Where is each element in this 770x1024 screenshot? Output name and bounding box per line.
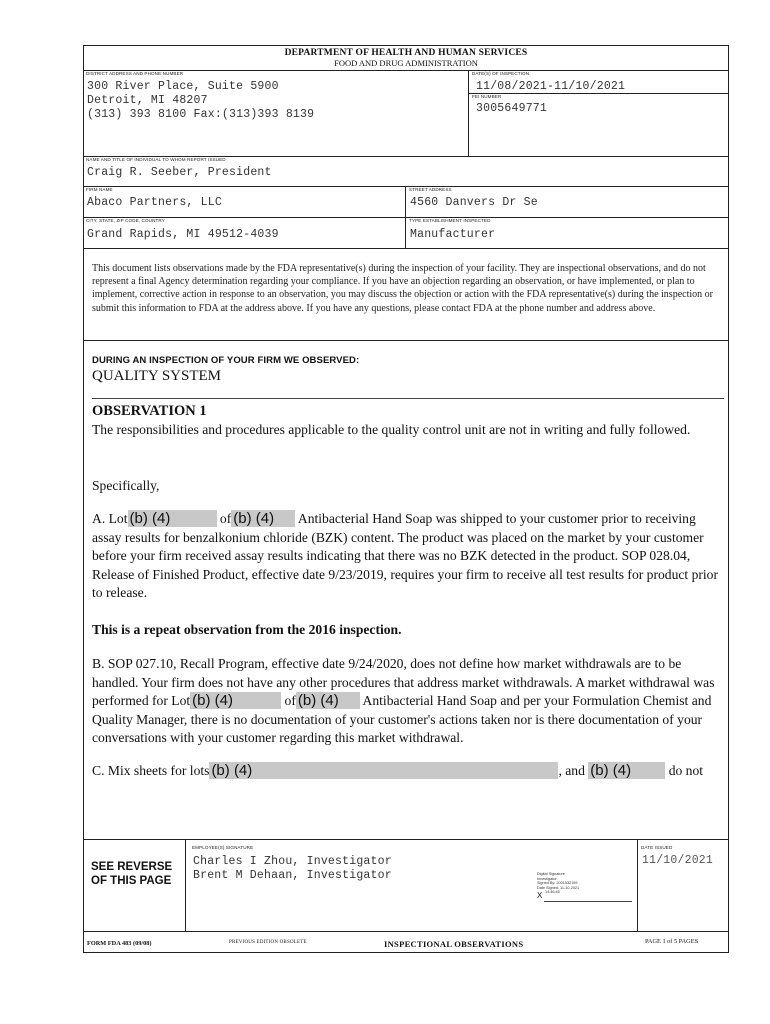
redaction-box: (b) (4)	[231, 510, 295, 527]
agency-heading: FOOD AND DRUG ADMINISTRATION	[334, 58, 478, 68]
street-address-label: STREET ADDRESS	[409, 187, 452, 192]
redaction-box: (b) (4)	[296, 692, 360, 709]
redaction-box: (b) (4)	[190, 692, 281, 709]
district-address-line2: Detroit, MI 48207	[87, 94, 208, 107]
individual-value: Craig R. Seeber, President	[87, 166, 272, 179]
establishment-label: TYPE ESTABLISHMENT INSPECTED	[409, 218, 491, 223]
fei-value: 3005649771	[476, 102, 548, 115]
see-reverse-line1: SEE REVERSE	[91, 861, 173, 873]
observation-intro: The responsibilities and procedures applicable to the quality control unit are not in writing and fully followed.	[92, 422, 691, 437]
street-address-value: 4560 Danvers Dr Se	[410, 196, 538, 209]
department-heading: DEPARTMENT OF HEALTH AND HUMAN SERVICES	[284, 48, 528, 58]
establishment-value: Manufacturer	[410, 228, 496, 241]
previous-edition: PREVIOUS EDITION OBSOLETE	[229, 940, 307, 945]
city-value: Grand Rapids, MI 49512-4039	[87, 228, 279, 241]
finding-c-end: do not	[668, 763, 704, 778]
finding-c-start: C. Mix sheets for lots	[92, 763, 210, 778]
form-number: FORM FDA 483 (09/08)	[87, 940, 152, 947]
page-number: PAGE 1 of 5 PAGES	[645, 938, 699, 945]
signature-line	[544, 901, 632, 902]
observation-title: OBSERVATION 1	[92, 403, 207, 419]
finding-b	[92, 655, 726, 748]
district-address-line1: 300 River Place, Suite 5900	[87, 80, 279, 93]
sig-stamp-line: Investigator	[537, 876, 557, 881]
form-title: INSPECTIONAL OBSERVATIONS	[384, 939, 524, 949]
finding-b-text: Antibacterial Hand Soap and per your Formulation Chemist and Quality Manager, there is no documentation of your customer's actions taken nor is there documentation of your conversations with your customer regarding this market withdrawal.	[92, 693, 712, 746]
finding-b-of: of	[284, 693, 296, 709]
finding-a-start: A. Lot	[92, 511, 128, 526]
individual-label: NAME AND TITLE OF INDIVIDUAL TO WHOM REPORT ISSUED	[86, 157, 226, 162]
finding-c	[92, 762, 726, 781]
redaction-box: (b) (4)	[209, 762, 558, 779]
inspection-dates-label: DATE(S) OF INSPECTION	[472, 71, 530, 76]
fda-483-form	[83, 45, 729, 953]
finding-a	[92, 510, 726, 603]
repeat-observation-note: This is a repeat observation from the 2016 inspection.	[92, 622, 402, 637]
finding-a-of: of	[219, 511, 232, 526]
district-label: DISTRICT ADDRESS AND PHONE NUMBER	[86, 71, 184, 76]
redaction-box: (b) (4)	[588, 762, 665, 779]
fei-label: FEI NUMBER	[472, 94, 502, 99]
notice-paragraph: This document lists observations made by the FDA representative(s) during the inspection of your facility. They are inspectional observations, and do not represent a final Agency determination regarding your compliance. If you have an objection regarding an observation, or have implemented, or plan to implement, corrective action in response to an observation, you may discuss the objection or action with the FDA representative(s) during the inspection or submit this information to FDA at the address above. If you have any questions, please contact FDA at the phone number and address above.	[92, 263, 713, 314]
sig-stamp-line: Date Signed: 11-10-2021	[537, 885, 580, 890]
signature-label: EMPLOYEE(S) SIGNATURE	[192, 845, 254, 850]
district-phone: (313) 393 8100 Fax:(313)393 8139	[87, 108, 315, 121]
signer-2: Brent M Dehaan, Investigator	[193, 869, 392, 882]
redaction-box: (b) (4)	[128, 510, 217, 527]
signer-1: Charles I Zhou, Investigator	[193, 855, 392, 868]
specifically-text: Specifically,	[92, 478, 160, 493]
sig-stamp-line: Digital Signature	[537, 872, 565, 876]
date-issued-value: 11/10/2021	[642, 854, 714, 867]
quality-system-heading: QUALITY SYSTEM	[92, 368, 222, 384]
digital-signature-stamp	[537, 872, 633, 895]
firm-name-value: Abaco Partners, LLC	[87, 196, 222, 209]
sig-stamp-line: Signed By: 2001532159	[537, 881, 578, 886]
finding-c-and: , and	[558, 763, 585, 778]
firm-name-label: FIRM NAME	[86, 187, 113, 192]
sig-stamp-line: 14:46:45	[545, 890, 560, 895]
finding-b-start: B. SOP 027.10, Recall Program, effective date 9/24/2020, does not define how market withdrawals are to be handled. Your firm does not have any other procedures that address market withdrawals. A market withdrawal was performed for Lot	[92, 656, 715, 709]
signature-x-mark: X	[537, 891, 543, 900]
inspection-dates-value: 11/08/2021-11/10/2021	[476, 80, 626, 93]
observed-label: DURING AN INSPECTION OF YOUR FIRM WE OBSERVED:	[92, 355, 360, 366]
city-label: CITY, STATE, ZIP CODE, COUNTRY	[86, 218, 165, 223]
date-issued-label: DATE ISSUED	[641, 845, 673, 850]
see-reverse-line2: OF THIS PAGE	[91, 875, 172, 887]
finding-a-text: Antibacterial Hand Soap was shipped to your customer prior to receiving assay results for benzalkonium chloride (BZK) content. The product was placed on the market by your customer before your firm received assay results indicating that there was no BZK detected in the product. SOP 028.04, Release of Finished Product, effective date 9/23/2019, requires your firm to receive all test results for product prior to release.	[92, 511, 719, 601]
